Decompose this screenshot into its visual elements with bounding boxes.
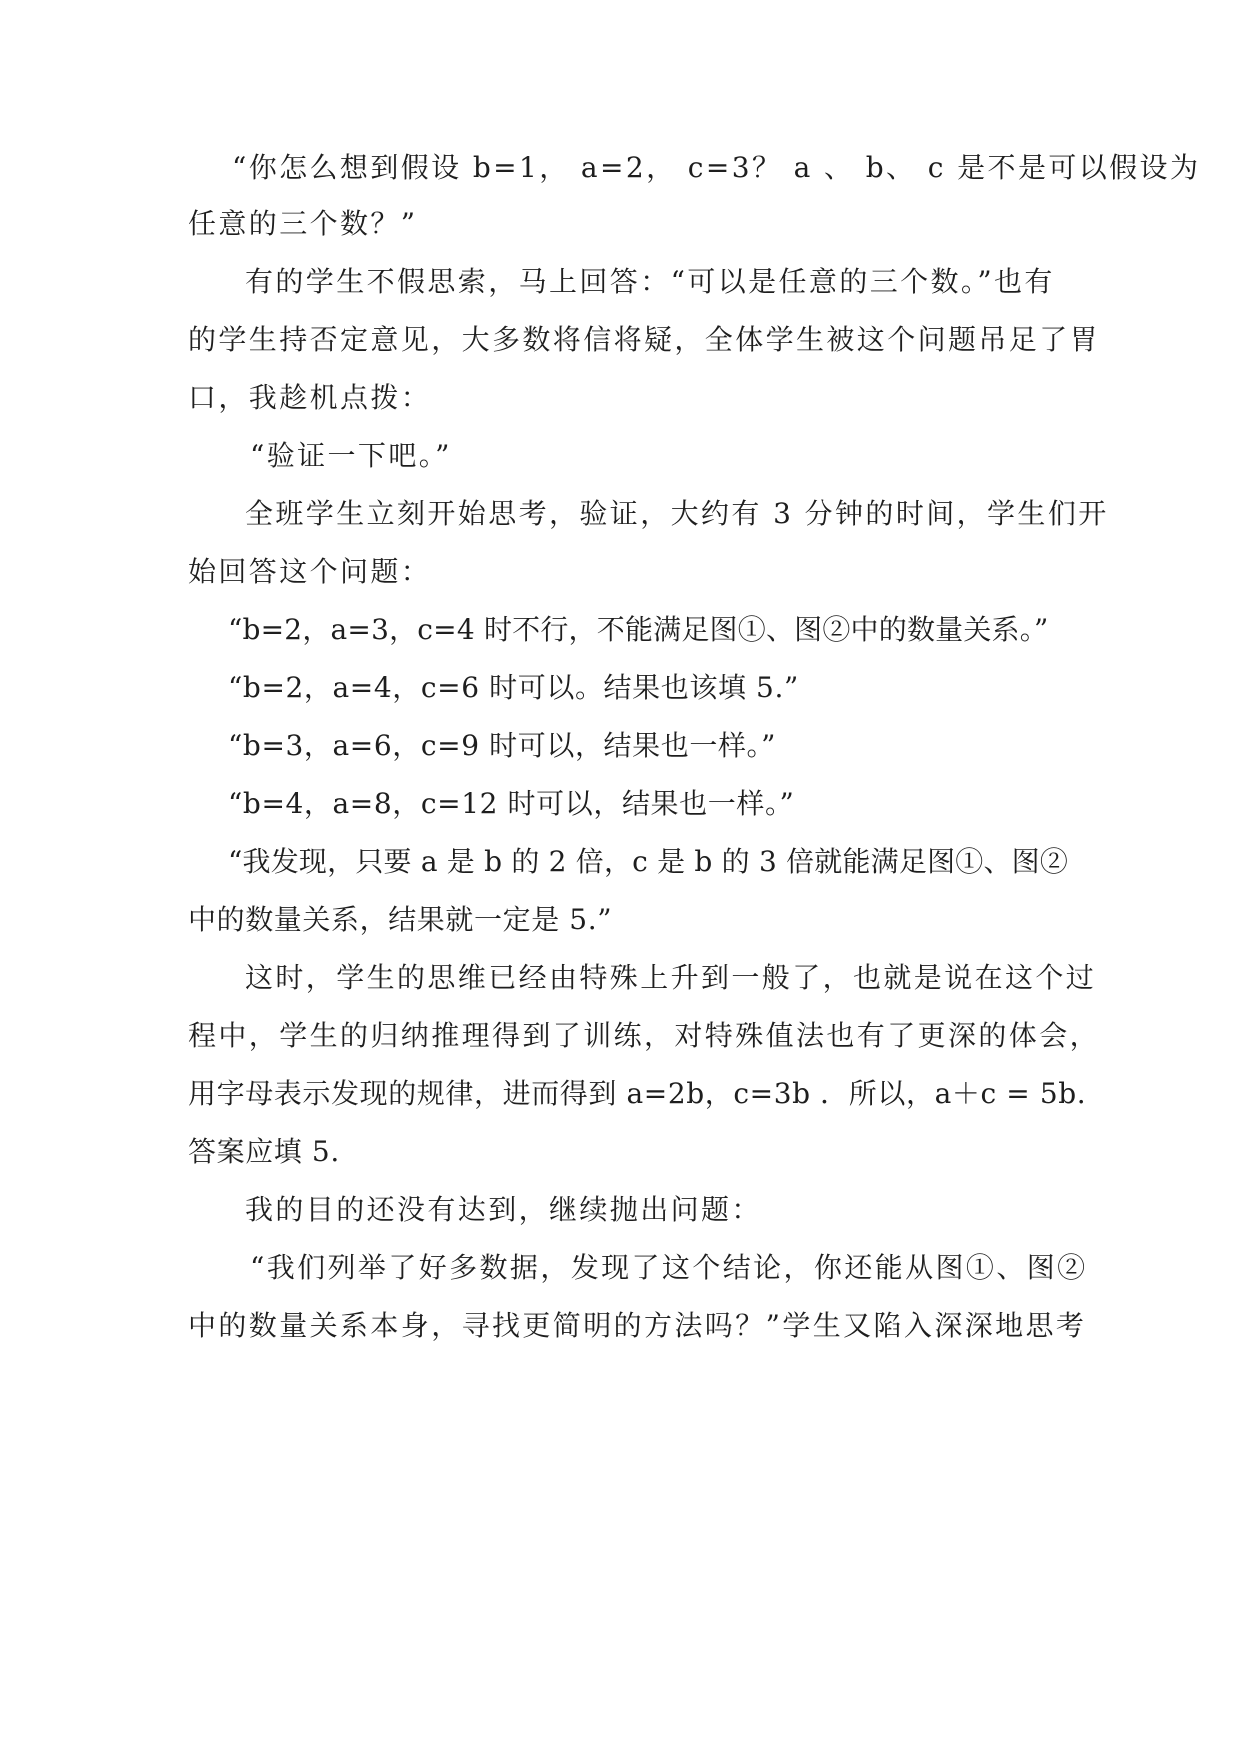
paragraph-line: “我发现，只要 a 是 b 的 2 倍，c 是 b 的 3 倍就能满足图①、图② (228, 845, 1069, 878)
paragraph-line: “b=2，a=4，c=6 时可以。结果也该填 5.” (228, 671, 799, 704)
paragraph-line: 全班学生立刻开始思考，验证，大约有 3 分钟的时间，学生们开 (245, 497, 1109, 530)
paragraph-line: 这时，学生的思维已经由特殊上升到一般了，也就是说在这个过 (245, 961, 1097, 994)
paragraph-line: 始回答这个问题： (188, 555, 432, 588)
paragraph-line: “你怎么想到假设 b=1， a=2， c=3？ a 、 b、 c 是不是可以假设为 (232, 151, 1201, 184)
paragraph-line: “b=4，a=8，c=12 时可以，结果也一样。” (228, 787, 795, 820)
paragraph-line: 有的学生不假思索，马上回答：“可以是任意的三个数。”也有 (245, 265, 1055, 298)
paragraph-line: 的学生持否定意见，大多数将信将疑，全体学生被这个问题吊足了胃 (188, 323, 1101, 356)
paragraph-line: 中的数量关系，结果就一定是 5.” (188, 903, 613, 936)
paragraph-line: “验证一下吧。” (250, 439, 452, 472)
paragraph-line: “我们列举了好多数据，发现了这个结论，你还能从图①、图② (250, 1251, 1088, 1284)
paragraph-line: 中的数量关系本身，寻找更简明的方法吗？”学生又陷入深深地思考 (188, 1309, 1087, 1342)
paragraph-line: 程中，学生的归纳推理得到了训练，对特殊值法也有了更深的体会， (188, 1019, 1101, 1052)
paragraph-line: 任意的三个数？” (188, 207, 418, 240)
paragraph-line: “b=3，a=6，c=9 时可以，结果也一样。” (228, 729, 777, 762)
paragraph-line: 答案应填 5. (188, 1135, 340, 1168)
paragraph-line: 用字母表示发现的规律，进而得到 a=2b，c=3b ．所以，a＋c = 5b. (188, 1077, 1087, 1110)
paragraph-line: 口，我趁机点拨： (188, 381, 432, 414)
paragraph-line: “b=2，a=3，c=4 时不行，不能满足图①、图②中的数量关系。” (228, 613, 1049, 646)
paragraph-line: 我的目的还没有达到，继续抛出问题： (245, 1193, 762, 1226)
